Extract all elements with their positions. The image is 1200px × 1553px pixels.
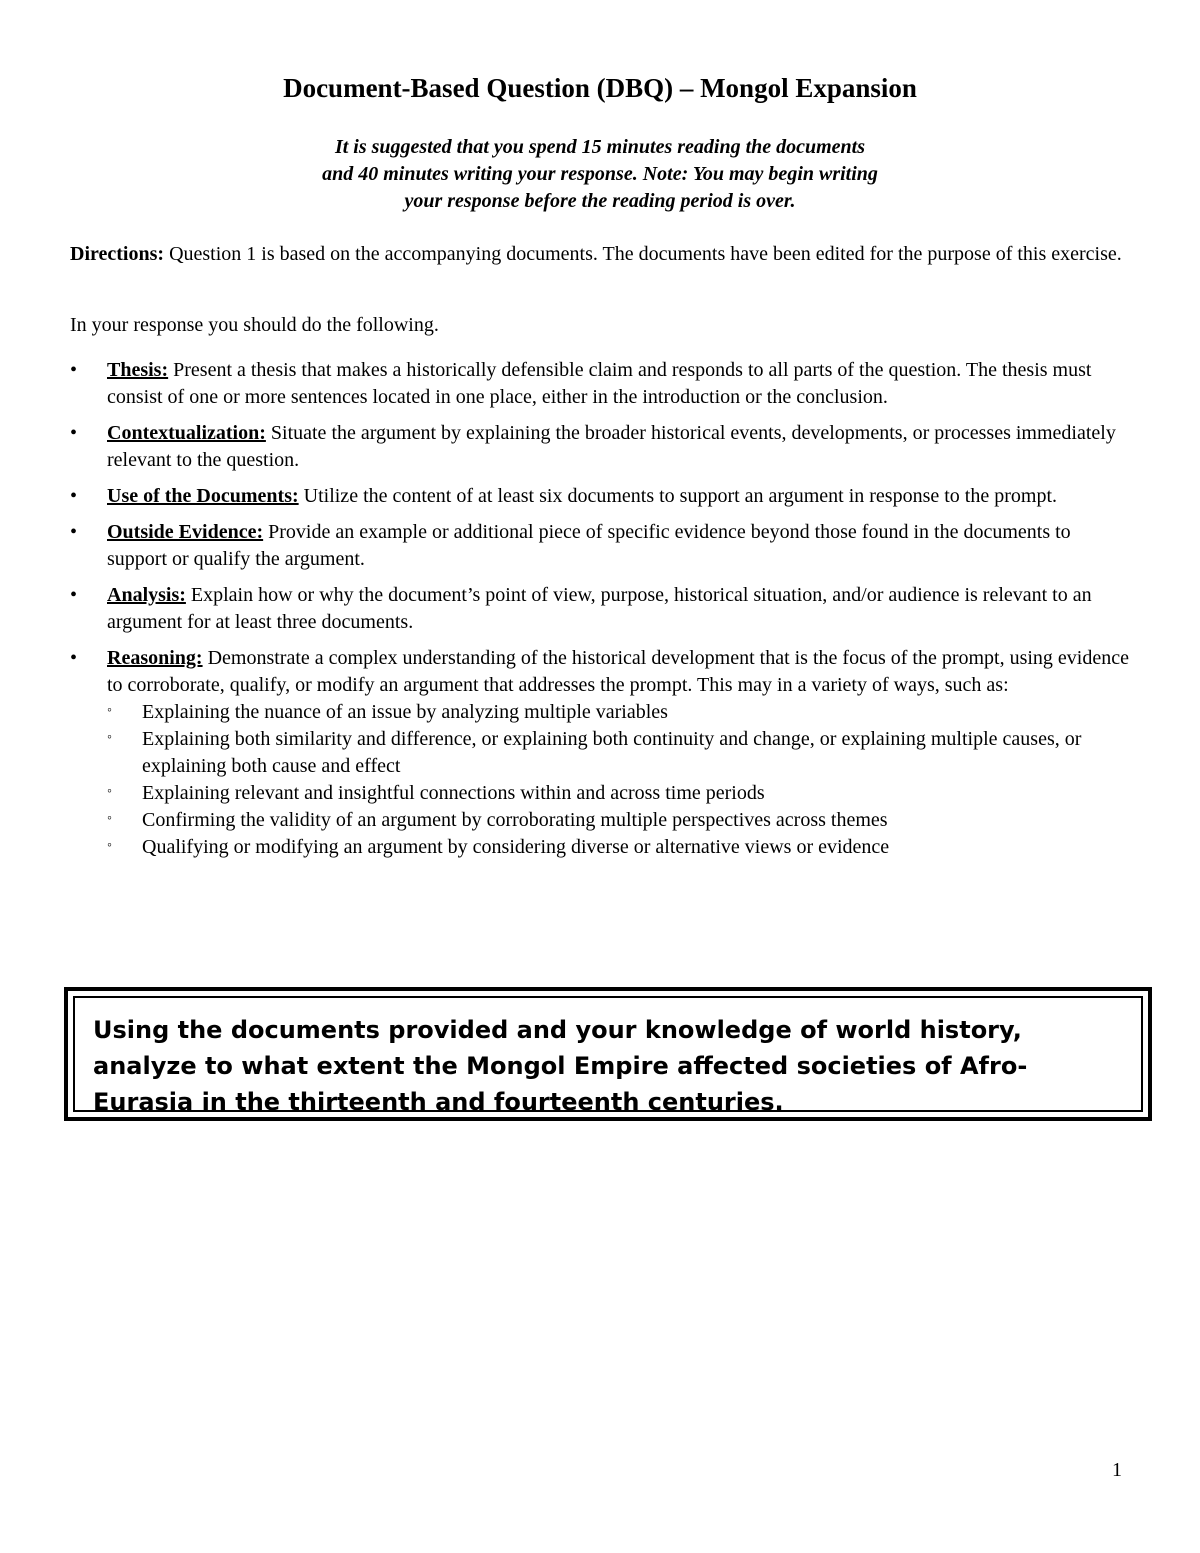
list-item	[107, 726, 1130, 780]
question-prompt: Using the documents provided and your knowledge of world history, analyze to what extent the Mongol Empire affected societies of Afro-Eurasia in the thirteenth and fourteenth centuries.	[93, 1016, 1028, 1116]
sub-bullet-icon: ◦	[107, 784, 112, 799]
requirements-list	[70, 357, 1130, 870]
requirement-term: Use of the Documents:	[107, 485, 299, 507]
suggestion-line: your response before the reading period is over.	[404, 190, 796, 212]
requirement-text: Demonstrate a complex understanding of the historical development that is the focus of the prompt, using evidence to corroborate, qualify, or modify an argument that addresses the prompt. This may in a variety of ways, such as:	[107, 647, 1129, 696]
page-number: 1	[1112, 1459, 1122, 1481]
requirement-analysis	[70, 582, 1130, 636]
requirement-use-of-documents	[70, 483, 1130, 510]
sub-item-text: Explaining both similarity and difference, or explaining both continuity and change, or explaining multiple causes, or explaining both cause and effect	[142, 728, 1082, 777]
sub-bullet-icon: ◦	[107, 703, 112, 718]
suggestion-line: and 40 minutes writing your response. Note: You may begin writing	[322, 163, 878, 185]
time-suggestion	[0, 134, 1200, 215]
requirement-text: Provide an example or additional piece of specific evidence beyond those found in the documents to support or qualify the argument.	[107, 521, 1071, 570]
requirement-thesis	[70, 357, 1130, 411]
requirement-reasoning	[70, 645, 1130, 861]
requirement-text: Present a thesis that makes a historically defensible claim and responds to all parts of the question. The thesis must consist of one or more sentences located in one place, either in the introduction or the conclusion.	[107, 359, 1092, 408]
question-box	[64, 987, 1152, 1121]
bullet-icon: •	[70, 584, 78, 606]
bullet-icon: •	[70, 359, 78, 381]
bullet-icon: •	[70, 521, 78, 543]
directions-paragraph	[70, 241, 1130, 268]
requirement-text: Situate the argument by explaining the broader historical events, developments, or processes immediately relevant to the question.	[107, 422, 1116, 471]
sub-item-text: Qualifying or modifying an argument by considering diverse or alternative views or evidence	[142, 836, 890, 858]
requirement-contextualization	[70, 420, 1130, 474]
requirement-term: Reasoning:	[107, 647, 203, 669]
requirement-outside-evidence	[70, 519, 1130, 573]
page-title: Document-Based Question (DBQ) – Mongol Expansion	[283, 73, 917, 103]
requirement-term: Contextualization:	[107, 422, 266, 444]
sub-item-text: Explaining relevant and insightful connections within and across time periods	[142, 782, 765, 804]
list-item	[107, 699, 1130, 726]
directions-text: Question 1 is based on the accompanying documents. The documents have been edited for the purpose of this exercise.	[164, 243, 1122, 265]
reasoning-sublist	[107, 699, 1130, 861]
bullet-icon: •	[70, 647, 78, 669]
requirement-text: Utilize the content of at least six documents to support an argument in response to the prompt.	[298, 485, 1057, 507]
list-item	[107, 807, 1130, 834]
requirement-term: Analysis:	[107, 584, 186, 606]
intro-paragraph: In your response you should do the following.	[70, 314, 439, 336]
suggestion-line: It is suggested that you spend 15 minutes reading the documents	[334, 136, 866, 158]
directions-label: Directions:	[70, 243, 165, 265]
requirement-text: Explain how or why the document’s point of view, purpose, historical situation, and/or audience is relevant to an argument for at least three documents.	[107, 584, 1092, 633]
sub-item-text: Confirming the validity of an argument by corroborating multiple perspectives across themes	[142, 809, 888, 831]
requirement-term: Outside Evidence:	[107, 521, 264, 543]
sub-item-text: Explaining the nuance of an issue by analyzing multiple variables	[142, 701, 668, 723]
sub-bullet-icon: ◦	[107, 811, 112, 826]
list-item	[107, 780, 1130, 807]
sub-bullet-icon: ◦	[107, 838, 112, 853]
requirement-term: Thesis:	[107, 359, 169, 381]
sub-bullet-icon: ◦	[107, 730, 112, 745]
question-box-inner-border	[73, 996, 1143, 1116]
list-item	[107, 834, 1130, 861]
bullet-icon: •	[70, 485, 78, 507]
bullet-icon: •	[70, 422, 78, 444]
